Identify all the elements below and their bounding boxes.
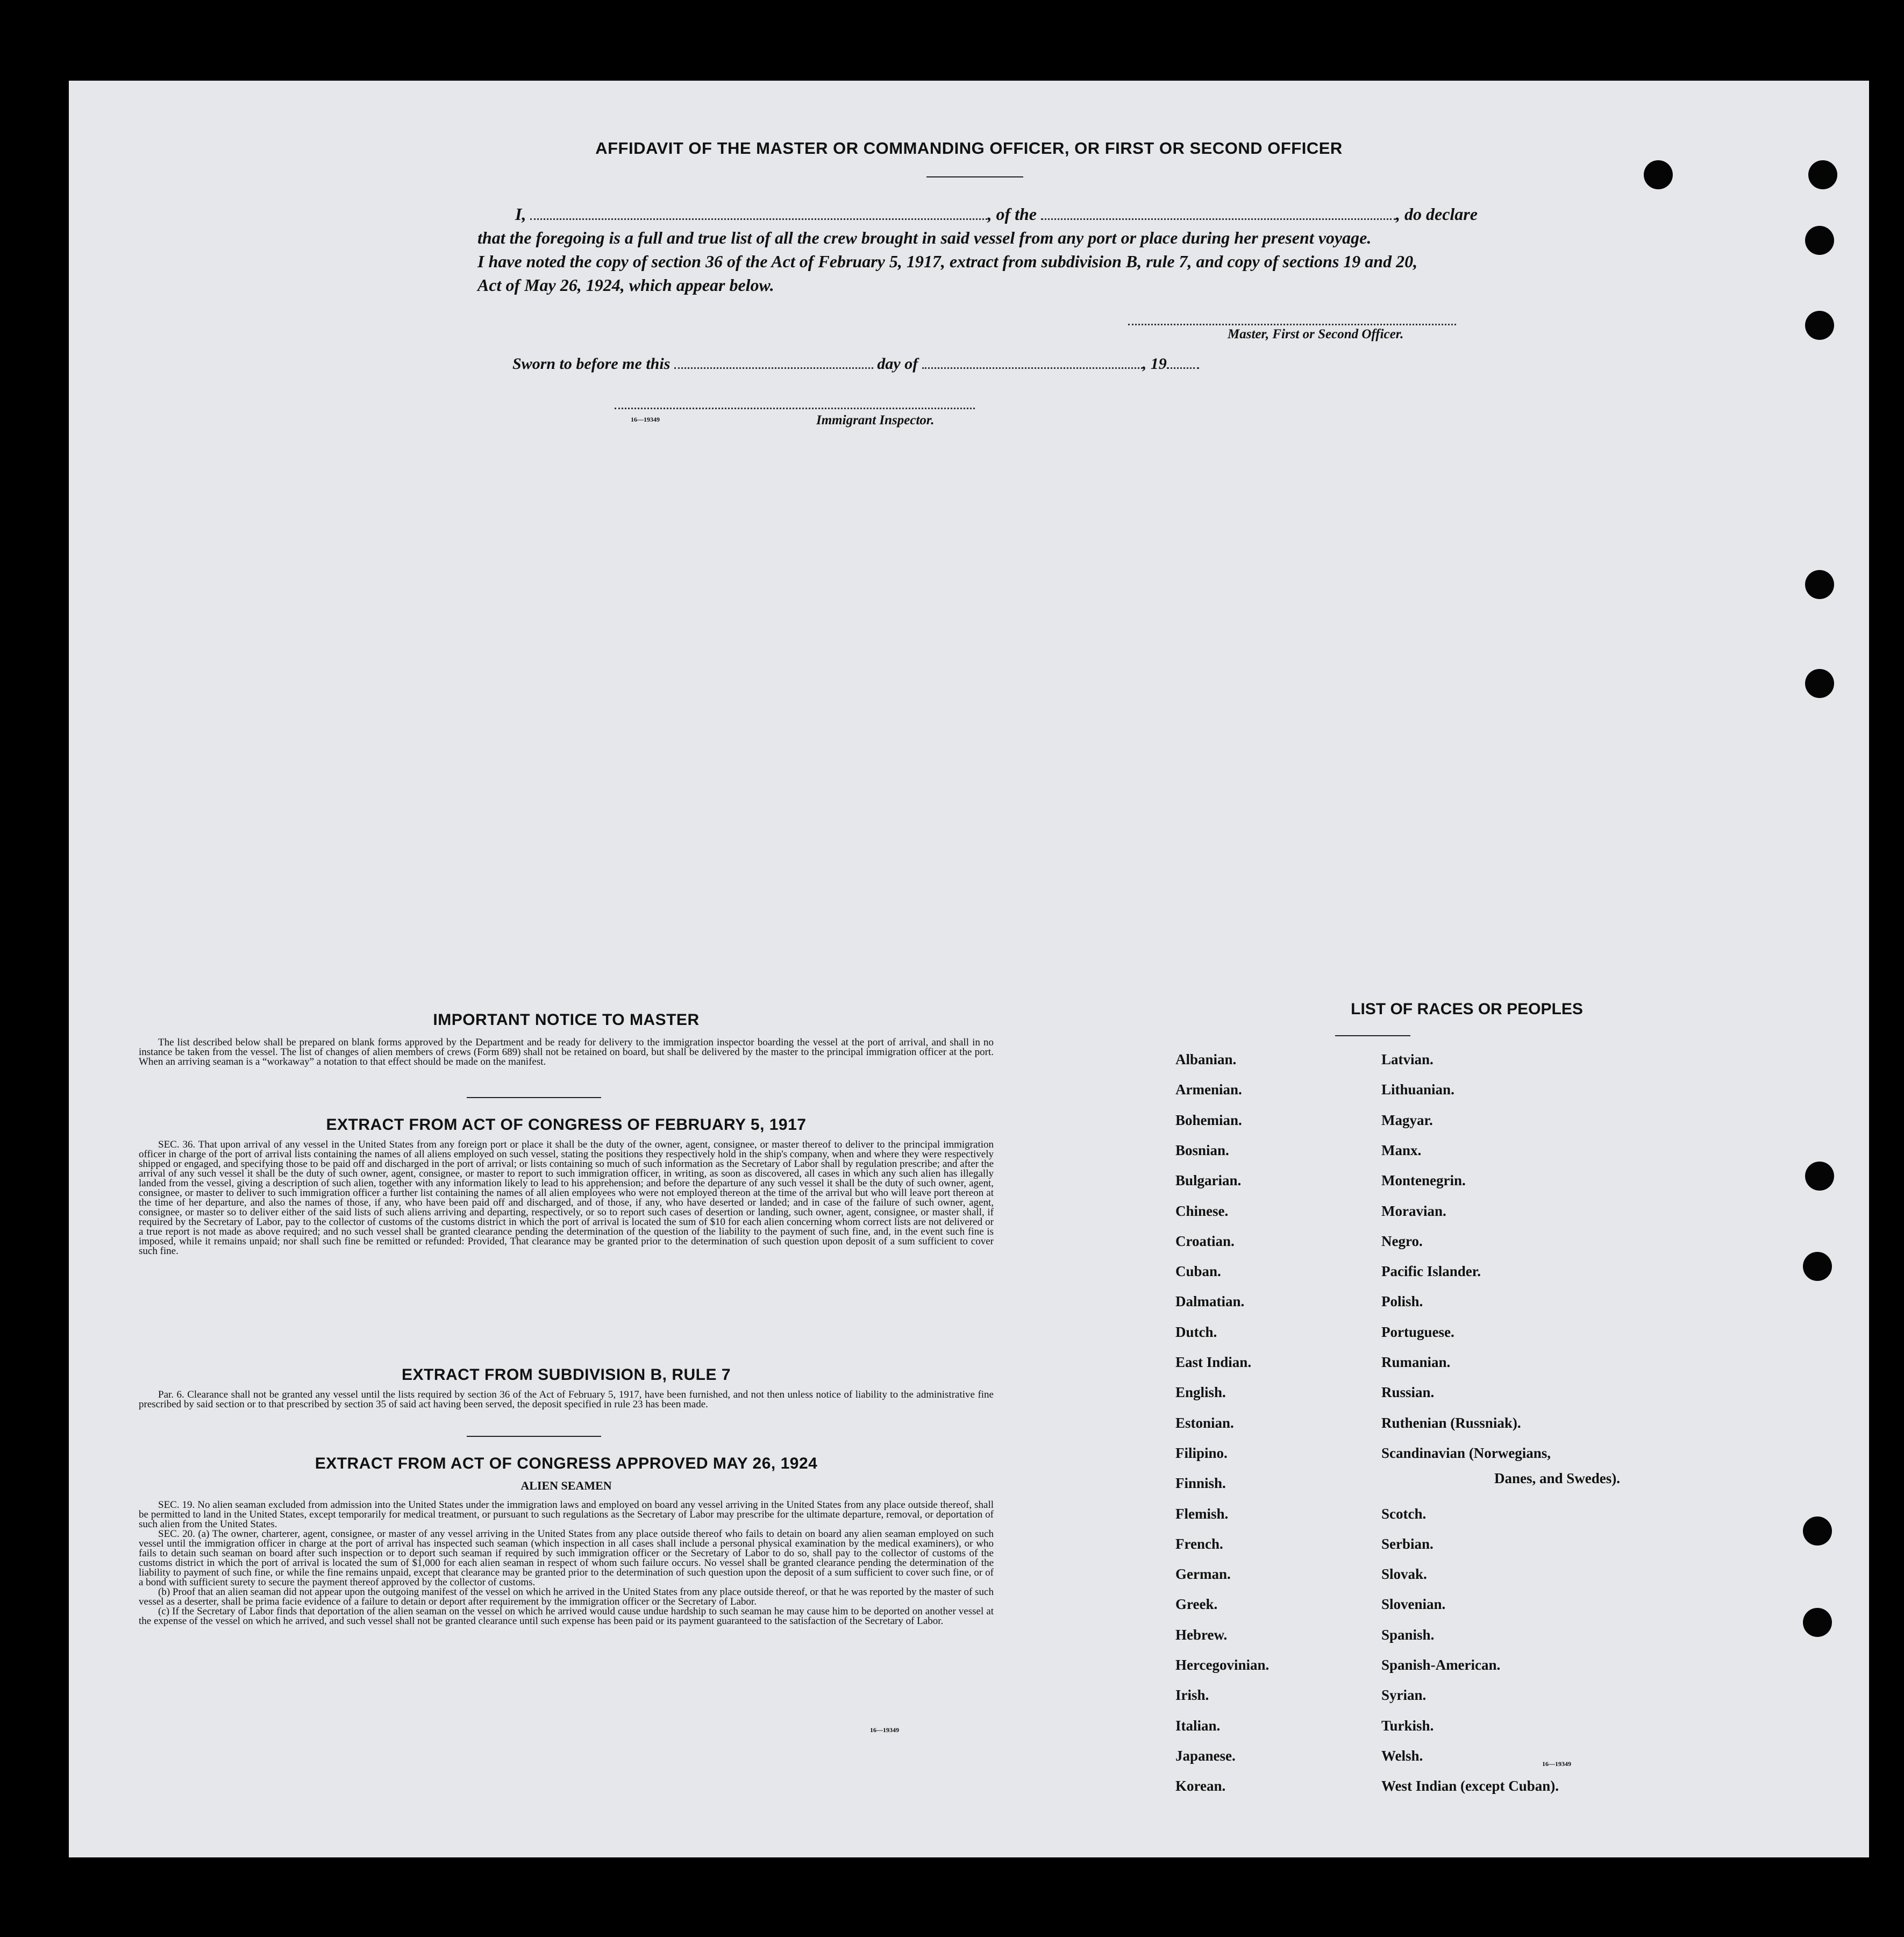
extract3-subtitle: ALIEN SEAMEN (520, 1479, 612, 1492)
form-number: 16—19349 (870, 1726, 899, 1734)
affidavit-text-line: I have noted the copy of section 36 of the Act of February 5, 1917, extract from subdivision B, rule 7, and copy of sections 19 and 20, (477, 252, 1418, 271)
sec36-paragraph: SEC. 36. That upon arrival of any vessel in the United States from any foreign port or place it shall be the duty of the owner, agent, consignee, or master thereof to deliver to the principal immigration officer in charge of the port of arrival lists containing the names of all aliens employed on such vessel, stating the positions they respectively hold in the ship's company, when and where they were respectively shipped or engaged, and specifying those to be paid off and discharged in the port of arrival; or lists containing so much of such information as the Secretary of Labor shall by regulation prescribe; and after the arrival of any such vessel it shall be the duty of such owner, agent, consignee, or master to report to such immigration officer, in writing, as soon as discovered, all cases in which any such alien has illegally landed from the vessel, giving a description of such alien, together with any information likely to lead to his apprehension; and before the departure of any such vessel it shall be the duty of such owner, agent, consignee, or master to deliver to such immigration officer a further list containing the names of all alien employees who were not employed thereon at the time of the arrival but who will leave port thereon at the time of her departure, and also the names of those, if any, who have been paid off and discharged, and of those, if any, who have deserted or landed; and in case of the failure of such owner, agent, consignee, or master so to deliver either of the said lists of such aliens arriving and departing, respectively, or so to report such cases of desertion or landing, such owner, agent, consignee, or master shall, if required by the Secretary of Labor, pay to the collector of customs of the customs district in which the port of arrival is located the sum of $10 for each alien concerning whom correct lists are not delivered or a true report is not made as above required; and no such vessel shall be granted clearance pending the determination of the question of the liability to the payment of such fine, and, in the event such fine is imposed, while it remains unpaid; nor shall such fine be remitted or refunded: Provided, That clearance may be granted prior to the determination of such question upon deposit of a sum sufficient to cover such fine. (139, 1139, 994, 1257)
race-item: Bosnian. (1175, 1142, 1229, 1158)
race-item: Flemish. (1175, 1505, 1229, 1522)
sec20b-paragraph: (b) Proof that an alien seaman did not appear upon the outgoing manifest of the vessel on which he arrived in the United States from any place outside thereof, or that he was reported by the master of such vessel as a deserter, shall be prima facie evidence of a failure to detain or deport after requirement by the immigration officer or the Secretary of Labor. (139, 1586, 994, 1607)
race-item: Montenegrin. (1381, 1172, 1466, 1189)
race-item: Armenian. (1175, 1081, 1242, 1098)
sworn-line (512, 355, 1199, 373)
race-item: Dalmatian. (1175, 1293, 1245, 1310)
affidavit-body (477, 202, 1553, 297)
race-item: French. (1175, 1535, 1223, 1552)
punch-hole (1805, 226, 1834, 255)
races-title: LIST OF RACES OR PEOPLES (1351, 1000, 1583, 1018)
punch-hole (1805, 570, 1834, 599)
section-divider (467, 1436, 601, 1437)
race-item: Lithuanian. (1381, 1081, 1454, 1098)
punch-hole (1805, 669, 1834, 698)
inspector-label: Immigrant Inspector. (816, 413, 935, 428)
race-item: Irish. (1175, 1687, 1209, 1704)
race-item: Negro. (1381, 1233, 1423, 1249)
section-divider (467, 1097, 601, 1098)
races-divider (1335, 1035, 1410, 1036)
race-item: Albanian. (1175, 1051, 1237, 1067)
race-item: Bulgarian. (1175, 1172, 1242, 1189)
race-item: East Indian. (1175, 1354, 1252, 1370)
punch-hole (1644, 160, 1673, 189)
race-item: West Indian (except Cuban). (1381, 1778, 1559, 1794)
race-item: Dutch. (1175, 1323, 1217, 1340)
sworn-year-field[interactable] (1167, 367, 1199, 369)
race-item: Slovak. (1381, 1566, 1427, 1583)
title-divider (926, 176, 1023, 177)
race-item: Bohemian. (1175, 1112, 1242, 1128)
race-item: Magyar. (1381, 1112, 1433, 1128)
declaration-line (477, 202, 1553, 226)
race-item: German. (1175, 1566, 1231, 1583)
document-page (69, 81, 1869, 1857)
name-field[interactable] (530, 218, 987, 220)
affidavit-text-line: that the foregoing is a full and true list of all the crew brought in said vessel from any port or place during her present voyage. (477, 228, 1372, 247)
do-declare-label: , do declare (1396, 204, 1478, 224)
race-item: Pacific Islander. (1381, 1263, 1481, 1280)
race-item: Greek. (1175, 1596, 1218, 1613)
race-item: Moravian. (1381, 1202, 1446, 1219)
race-item: Welsh. (1381, 1747, 1423, 1764)
punch-hole (1805, 1162, 1834, 1191)
race-item: Rumanian. (1381, 1354, 1451, 1370)
day-of-label: day of (877, 355, 918, 373)
vessel-field[interactable] (1041, 218, 1396, 220)
signature-field[interactable] (1128, 324, 1456, 325)
race-item: Croatian. (1175, 1233, 1235, 1249)
race-item: Scandinavian (Norwegians, (1381, 1444, 1551, 1461)
race-item: Scotch. (1381, 1505, 1427, 1522)
punch-hole (1803, 1516, 1832, 1546)
affidavit-title: AFFIDAVIT OF THE MASTER OR COMMANDING OFFICER, OR FIRST OR SECOND OFFICER (595, 139, 1343, 158)
sec19-paragraph: SEC. 19. No alien seaman excluded from admission into the United States under the immigration laws and employed on board any vessel arriving in the United States from any place outside thereof, shall be permitted to land in the United States, except temporarily for medical treatment, or pursuant to such regulations as the Secretary of Labor may prescribe for the ultimate departure, removal, or deportation of such alien from the United States. (139, 1499, 994, 1530)
race-item: Finnish. (1175, 1475, 1226, 1492)
signature-label: Master, First or Second Officer. (1228, 327, 1404, 341)
race-item: Estonian. (1175, 1414, 1234, 1431)
race-item: Danes, and Swedes). (1494, 1470, 1621, 1486)
inspector-signature-field[interactable] (615, 408, 975, 409)
notice-paragraph: The list described below shall be prepared on blank forms approved by the Department and be ready for delivery to the immigration inspector boarding the vessel at the port of arrival, and shall in no instance be taken from the vessel. The list of changes of alien members of crews (Form 689) shall not be retained on board, but shall be delivered by the master to the principal immigration officer at the port. When an arriving seaman is a “workaway” a notation to that effect should be made on the manifest. (139, 1037, 994, 1067)
punch-hole (1808, 160, 1837, 189)
race-item: Ruthenian (Russniak). (1381, 1414, 1521, 1431)
punch-hole (1805, 311, 1834, 340)
race-item: Russian. (1381, 1384, 1435, 1401)
race-item: Cuban. (1175, 1263, 1221, 1280)
extract2-title: EXTRACT FROM SUBDIVISION B, RULE 7 (401, 1366, 731, 1384)
race-item: Slovenian. (1381, 1596, 1446, 1613)
rule7-paragraph: Par. 6. Clearance shall not be granted any vessel until the lists required by section 36 of the Act of February 5, 1917, have been furnished, and not then unless notice of liability to the administrative fine prescribed by said section or to that prescribed by section 35 of said act having been served, the deposit specified in rule 23 has been made. (139, 1389, 994, 1410)
notice-text (139, 1038, 994, 1067)
sec20a-paragraph: SEC. 20. (a) The owner, charterer, agent, consignee, or master of any vessel arriving in the United States from any place outside thereof who fails to detain on board any alien seaman employed on such vessel until the immigration officer in charge at the port of arrival has inspected such seaman (which inspection in all cases shall include a personal physical examination by the medical examiners), or who fails to detain such seaman on board after such inspection or to deport such seaman if required by such immigration officer or the Secretary of Labor to do so, shall pay to the collector of customs of the customs district in which the port of arrival is located the sum of $1,000 for each alien seaman in respect of whom such failure occurs. No vessel shall be granted clearance pending the determination of the liability to payment of such fine, or while the fine remains unpaid, except that clearance may be granted prior to the determination of such question upon the deposit of a sum sufficient to cover such fine, or of a bond with sufficient surety to secure the payment thereof approved by the collector of customs. (139, 1528, 994, 1588)
form-number: 16—19349 (631, 416, 660, 423)
i-label: I, (515, 204, 526, 224)
affidavit-text-line: Act of May 26, 1924, which appear below. (477, 275, 774, 295)
race-item: Chinese. (1175, 1202, 1229, 1219)
extract1-text (139, 1140, 994, 1256)
race-item: Hercegovinian. (1175, 1657, 1270, 1673)
race-item: English. (1175, 1384, 1226, 1401)
race-item: Syrian. (1381, 1687, 1427, 1704)
race-item: Filipino. (1175, 1444, 1228, 1461)
race-item: Turkish. (1381, 1717, 1434, 1734)
race-item: Serbian. (1381, 1535, 1434, 1552)
of-the-label: , of the (987, 204, 1037, 224)
punch-hole (1803, 1252, 1832, 1281)
race-item: Italian. (1175, 1717, 1221, 1734)
sworn-day-field[interactable] (674, 367, 873, 369)
extract1-title: EXTRACT FROM ACT OF CONGRESS OF FEBRUARY 5, 1917 (326, 1116, 807, 1134)
sworn-label: Sworn to before me this (512, 355, 671, 373)
year-label: , 19 (1142, 355, 1167, 373)
race-item: Spanish-American. (1381, 1657, 1501, 1673)
race-item: Spanish. (1381, 1626, 1435, 1643)
extract3-text (139, 1500, 994, 1626)
extract3-title: EXTRACT FROM ACT OF CONGRESS APPROVED MAY 26, 1924 (315, 1455, 818, 1472)
race-item: Latvian. (1381, 1051, 1434, 1067)
race-item: Portuguese. (1381, 1323, 1454, 1340)
race-item: Manx. (1381, 1142, 1422, 1158)
extract2-text (139, 1390, 994, 1409)
race-item: Polish. (1381, 1293, 1423, 1310)
notice-title: IMPORTANT NOTICE TO MASTER (433, 1011, 700, 1029)
form-number: 16—19349 (1542, 1760, 1571, 1768)
sworn-month-field[interactable] (922, 367, 1143, 369)
race-item: Hebrew. (1175, 1626, 1228, 1643)
race-item: Korean. (1175, 1778, 1226, 1794)
race-item: Japanese. (1175, 1747, 1236, 1764)
punch-hole (1803, 1608, 1832, 1637)
sec20c-paragraph: (c) If the Secretary of Labor finds that deportation of the alien seaman on the vessel on which he arrived would cause undue hardship to such seaman he may cause him to be deported on another vessel at the expense of the vessel on which he arrived, and such vessel shall not be granted clearance until such expense has been paid or its payment guaranteed to the satisfaction of the Secretary of Labor. (139, 1606, 994, 1627)
